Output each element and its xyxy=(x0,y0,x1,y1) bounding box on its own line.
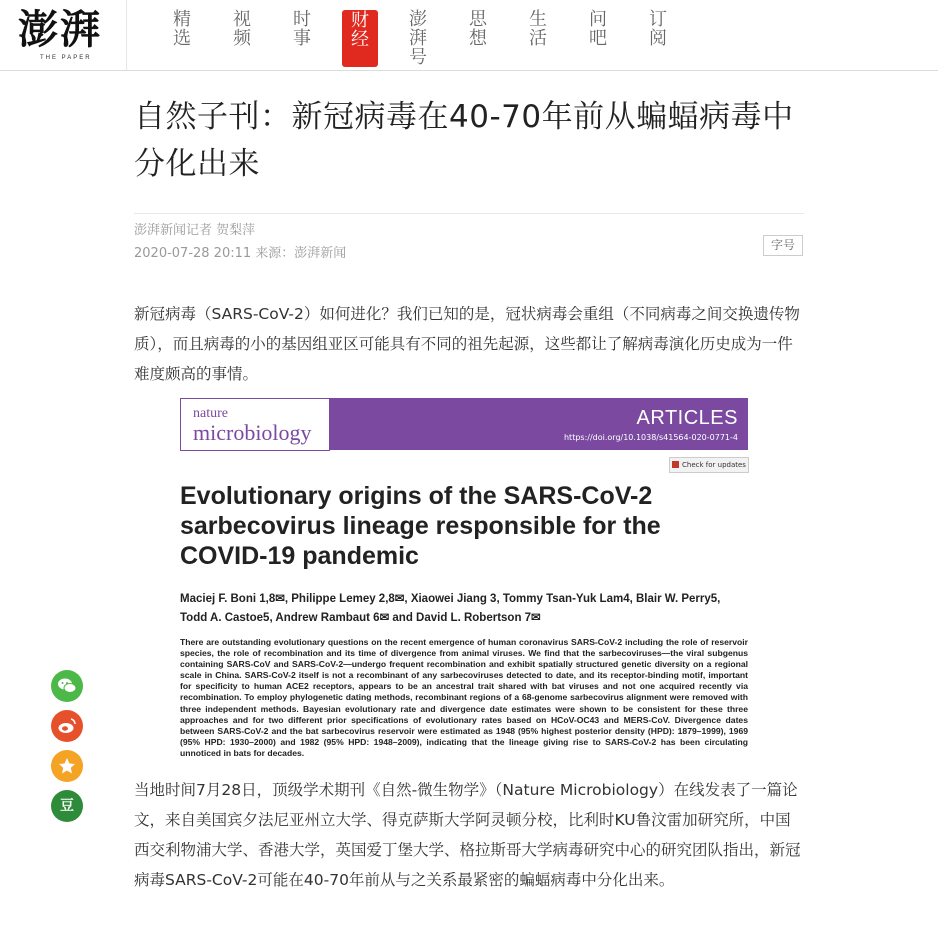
main-nav xyxy=(162,10,698,67)
check-updates-icon xyxy=(672,461,679,468)
nav-item-label: 思想 xyxy=(469,9,487,49)
site-header xyxy=(0,0,938,71)
nav-item-label: 财经 xyxy=(351,10,369,50)
check-updates-label: Check for updates xyxy=(682,461,746,469)
douban-share-button[interactable] xyxy=(51,790,83,822)
article-byline: 澎湃新闻记者 贺梨萍 xyxy=(134,223,256,238)
nav-item-label: 精选 xyxy=(173,9,191,49)
journal-logo-big: microbiology xyxy=(193,420,312,445)
journal-logo-small: nature xyxy=(193,406,228,421)
nav-item-label: 生活 xyxy=(529,9,547,49)
nav-item-label: 问吧 xyxy=(589,9,607,49)
nav-item-6[interactable] xyxy=(518,10,558,67)
nav-item-2[interactable] xyxy=(282,10,322,67)
nav-item-3[interactable] xyxy=(342,10,378,67)
article-paragraph-1: 新冠病毒（SARS-CoV-2）如何进化？我们已知的是，冠状病毒会重组（不同病毒之间交换遗传物质），而且病毒的小的基因组亚区可能具有不同的祖先起源，这些都让了解病毒演化历史成为一件难度颇高的事情。 xyxy=(134,305,800,383)
font-size-button[interactable]: 字号 xyxy=(763,235,803,256)
article-paragraph-2: 当地时间7月28日，顶级学术期刊《自然-微生物学》（Nature Microbiology）在线发表了一篇论文，来自美国宾夕法尼亚州立大学、得克萨斯大学阿灵顿分校，比利时KU鲁汶雷加研究所，中国西交利物浦大学、香港大学，英国爱丁堡大学、格拉斯哥大学病毒研究中心的研究团队指出，新冠病毒SARS-CoV-2可能在40-70年前从与之关系最紧密的蝙蝠病毒中分化出来。 xyxy=(134,781,801,889)
section-label: ARTICLES xyxy=(636,407,738,429)
paper-authors: Maciej F. Boni 1,8✉, Philippe Lemey 2,8✉, Xiaowei Jiang 3, Tommy Tsan-Yuk Lam4, Blair W. Perry5, Todd A. Castoe5, Andrew Rambaut 6✉ and David L. Robertson 7✉ xyxy=(180,593,721,624)
nav-item-label: 时事 xyxy=(293,9,311,49)
qzone-share-button[interactable] xyxy=(51,750,83,782)
douban-icon: 豆 xyxy=(60,798,74,814)
site-logo[interactable] xyxy=(0,0,127,70)
nav-item-1[interactable] xyxy=(222,10,262,67)
logo-tagline: THE PAPER xyxy=(40,55,92,61)
nav-item-label: 视频 xyxy=(233,9,251,49)
divider xyxy=(134,213,804,214)
paper-title: Evolutionary origins of the SARS-CoV-2 sarbecovirus lineage responsible for the COVID-19 pandemic xyxy=(180,482,661,570)
nav-item-4[interactable] xyxy=(398,10,438,67)
journal-section-bar xyxy=(330,398,748,450)
journal-logo xyxy=(180,398,330,451)
nav-item-0[interactable] xyxy=(162,10,202,67)
paper-abstract: There are outstanding evolutionary questions on the recent emergence of human coronavirus SARS-CoV-2 including the role of reservoir species, the role of recombination and its time of divergence from animal viruses. We find that the sarbecoviruses—the viral subgenus containing SARS-CoV and SARS-CoV-2—undergo frequent recombination and exhibit spatially structured genetic diversity on a regional scale in China. SARS-CoV-2 itself is not a recombinant of any sarbecoviruses detected to date, and its receptor-binding motif, important for specificity to human ACE2 receptors, appears to be an ancestral trait shared with bat viruses and not one acquired recently via recombination. To employ phylogenetic dating methods, recombinant regions of a 68-genome sarbecovirus alignment were removed with three independent methods. Bayesian evolutionary rate and divergence date estimates were shown to be consistent for these three approaches and for two different prior specifications of evolutionary rates based on HCoV-OC43 and MERS-CoV. Divergence dates between SARS-CoV-2 and the bat sarbecovirus reservoir were estimated as 1948 (95% highest posterior density (HPD): 1879–1999), 1969 (95% HPD: 1930–2000) and 1982 (95% HPD: 1948–2009), indicating that the lineage giving rise to SARS-CoV-2 has been circulating unnoticed in bats for decades. xyxy=(180,637,748,758)
check-updates-badge xyxy=(669,457,749,473)
doi-text: https://doi.org/10.1038/s41564-020-0771-4 xyxy=(563,433,738,442)
wechat-icon xyxy=(57,676,77,696)
nav-item-label: 订阅 xyxy=(649,9,667,49)
weibo-share-button[interactable] xyxy=(51,710,83,742)
journal-banner xyxy=(179,397,749,450)
nav-item-label: 澎湃号 xyxy=(409,9,427,68)
article-title: 自然子刊：新冠病毒在40-70年前从蝙蝠病毒中分化出来 xyxy=(134,99,794,182)
nav-item-8[interactable] xyxy=(638,10,678,67)
star-icon xyxy=(57,756,77,776)
article-dateline: 2020-07-28 20:11 来源：澎湃新闻 xyxy=(134,246,347,261)
wechat-share-button[interactable] xyxy=(51,670,83,702)
weibo-icon xyxy=(57,716,77,736)
nav-item-5[interactable] xyxy=(458,10,498,67)
nav-item-7[interactable] xyxy=(578,10,618,67)
article-figure xyxy=(179,397,749,769)
logo-text: 澎湃 xyxy=(18,6,102,53)
